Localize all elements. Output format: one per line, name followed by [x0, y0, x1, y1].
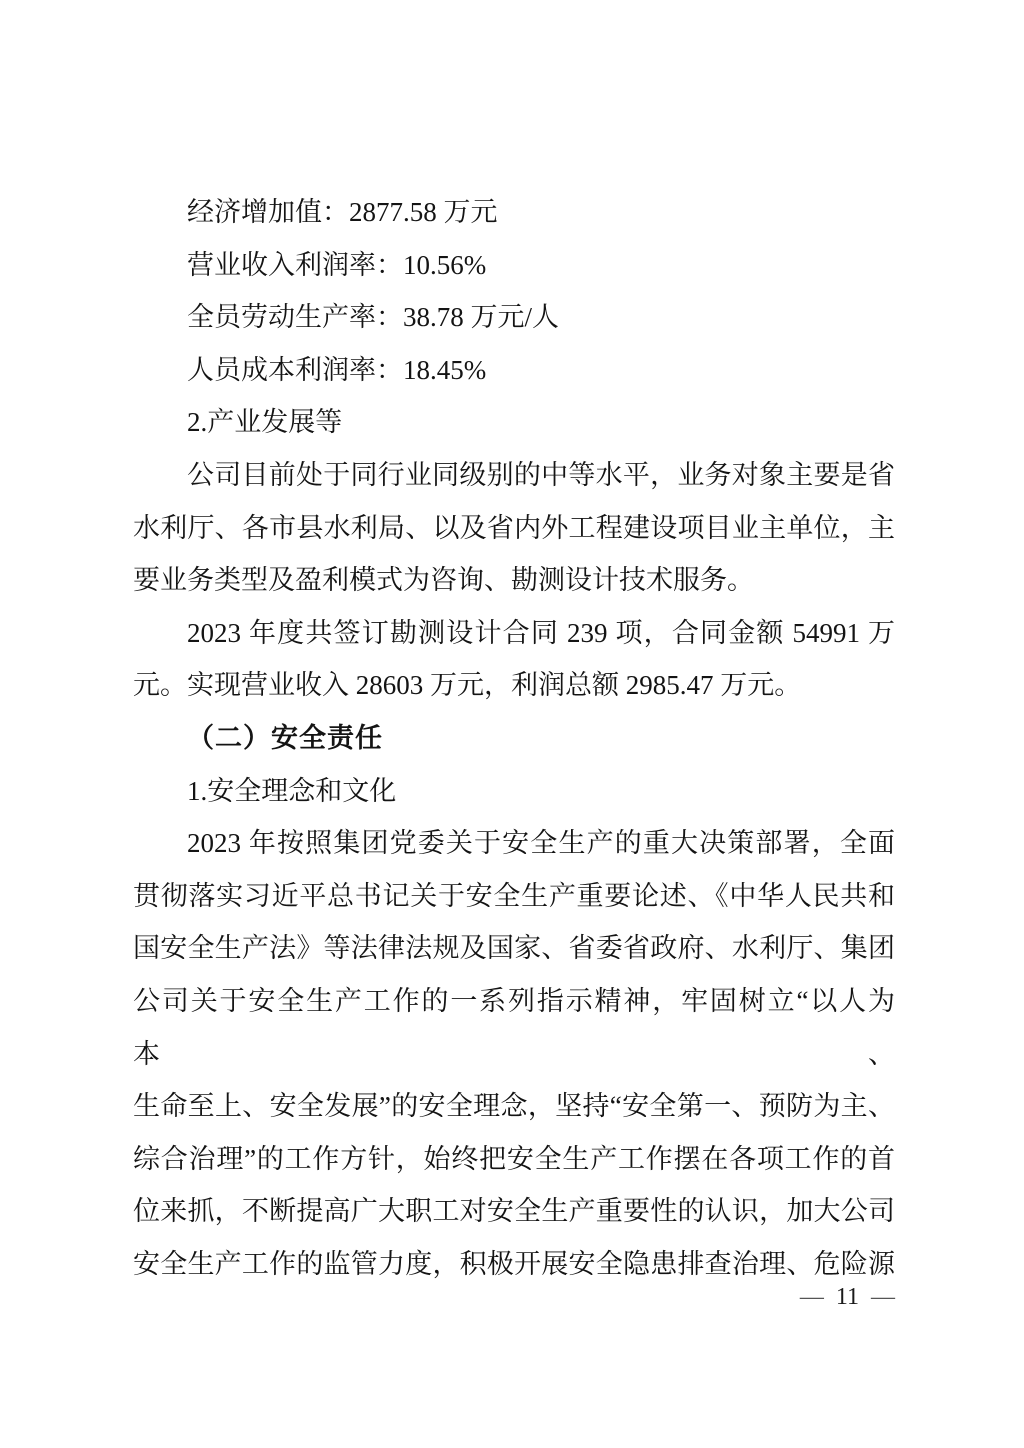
text-line: 公司目前处于同行业同级别的中等水平，业务对象主要是省 [187, 459, 895, 490]
page-number-dash-right: — [871, 1284, 895, 1310]
text-line: 位来抓，不断提高广大职工对安全生产重要性的认识，加大公司 [133, 1196, 895, 1227]
numbered-heading: 2.产业发展等 [187, 407, 343, 438]
stat-line: 营业收入利润率：10.56% [187, 249, 487, 280]
page-number-value: 11 [835, 1284, 859, 1310]
numbered-heading: 1.安全理念和文化 [187, 775, 397, 806]
text-line: 要业务类型及盈利模式为咨询、勘测设计技术服务。 [133, 565, 754, 596]
page-number-dash-left: — [799, 1284, 824, 1310]
text-line: 水利厅、各市县水利局、以及省内外工程建设项目业主单位，主 [133, 512, 895, 543]
text-line: 2023 年度共签订勘测设计合同 239 项，合同金额 54991 万 [187, 617, 895, 648]
text-line: 生命至上、安全发展”的安全理念，坚持“安全第一、预防为主、 [133, 1091, 895, 1122]
text-line: 公司关于安全生产工作的一系列指示精神，牢固树立“以人为本、 [133, 985, 895, 1069]
text-line: 国安全生产法》等法律法规及国家、省委省政府、水利厅、集团 [133, 933, 895, 964]
text-line: 2023 年按照集团党委关于安全生产的重大决策部署，全面 [187, 828, 895, 859]
text-line: 元。实现营业收入 28603 万元，利润总额 2985.47 万元。 [133, 670, 802, 701]
text-block [133, 186, 895, 1290]
stat-line: 人员成本利润率：18.45% [187, 354, 487, 385]
page-number [800, 1282, 895, 1312]
section-heading: （二）安全责任 [187, 722, 383, 753]
stat-line: 经济增加值：2877.58 万元 [187, 197, 498, 227]
stat-line: 全员劳动生产率：38.78 万元/人 [187, 302, 560, 333]
text-line: 综合治理”的工作方针，始终把安全生产工作摆在各项工作的首 [133, 1143, 895, 1174]
text-line: 贯彻落实习近平总书记关于安全生产重要论述、《中华人民共和 [133, 880, 895, 911]
text-line: 安全生产工作的监管力度，积极开展安全隐患排查治理、危险源 [133, 1248, 895, 1279]
